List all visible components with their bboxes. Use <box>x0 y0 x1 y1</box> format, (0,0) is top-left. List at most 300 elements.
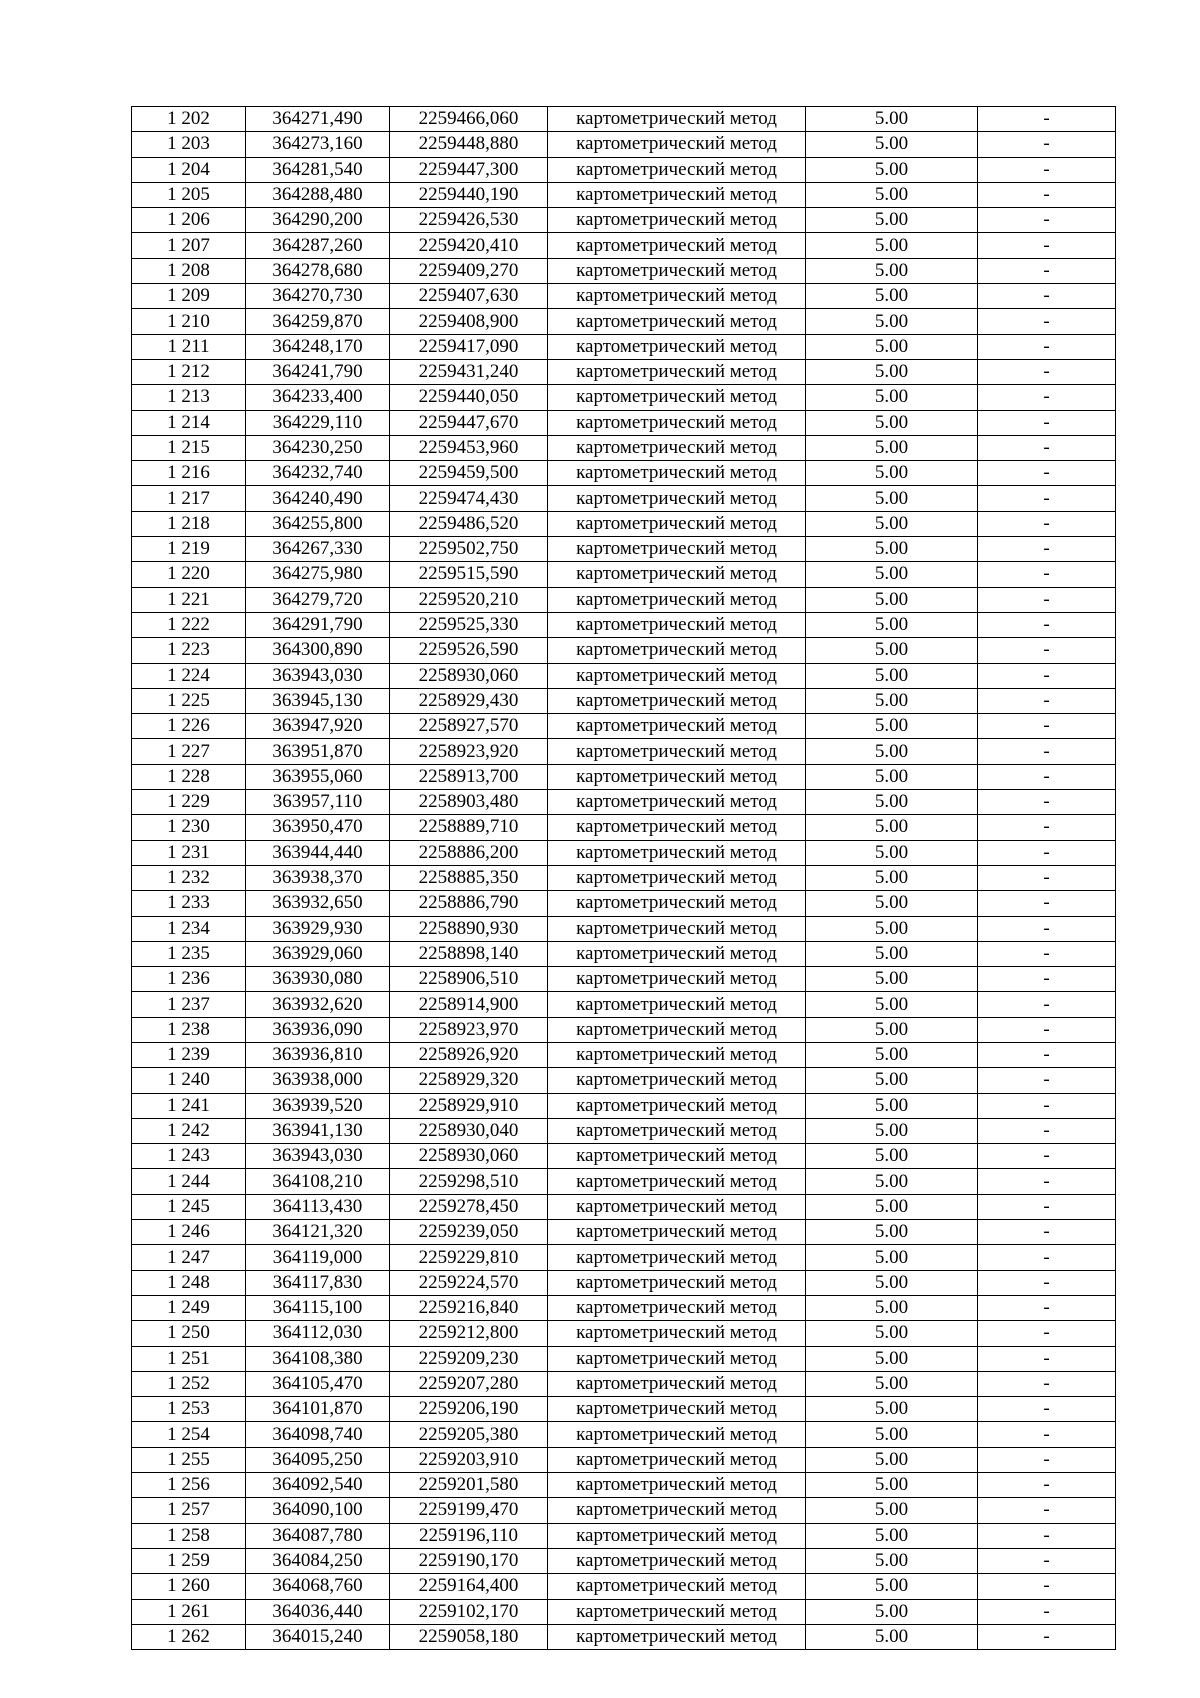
cell-note: - <box>978 1068 1116 1093</box>
cell-note: - <box>978 461 1116 486</box>
cell-coordinate-y: 2259431,240 <box>390 359 548 384</box>
cell-coordinate-y: 2258914,900 <box>390 992 548 1017</box>
cell-point-number: 1 226 <box>132 714 246 739</box>
cell-accuracy: 5.00 <box>806 410 978 435</box>
cell-accuracy: 5.00 <box>806 1397 978 1422</box>
cell-accuracy: 5.00 <box>806 1371 978 1396</box>
cell-method: картометрический метод <box>548 1042 806 1067</box>
cell-accuracy: 5.00 <box>806 840 978 865</box>
cell-note: - <box>978 790 1116 815</box>
cell-accuracy: 5.00 <box>806 157 978 182</box>
table-row <box>132 182 1116 207</box>
table-row <box>132 840 1116 865</box>
cell-point-number: 1 237 <box>132 992 246 1017</box>
cell-coordinate-x: 363936,810 <box>246 1042 390 1067</box>
cell-coordinate-x: 364267,330 <box>246 537 390 562</box>
cell-note: - <box>978 916 1116 941</box>
cell-point-number: 1 222 <box>132 612 246 637</box>
cell-coordinate-x: 364112,030 <box>246 1321 390 1346</box>
cell-point-number: 1 254 <box>132 1422 246 1447</box>
cell-point-number: 1 241 <box>132 1093 246 1118</box>
cell-accuracy: 5.00 <box>806 385 978 410</box>
cell-method: картометрический метод <box>548 1220 806 1245</box>
cell-method: картометрический метод <box>548 1473 806 1498</box>
table-row <box>132 1624 1116 1649</box>
table-row <box>132 562 1116 587</box>
table-row <box>132 941 1116 966</box>
table-row <box>132 1397 1116 1422</box>
cell-point-number: 1 235 <box>132 941 246 966</box>
cell-point-number: 1 256 <box>132 1473 246 1498</box>
cell-note: - <box>978 1017 1116 1042</box>
cell-method: картометрический метод <box>548 992 806 1017</box>
cell-coordinate-y: 2258885,350 <box>390 865 548 890</box>
cell-point-number: 1 219 <box>132 537 246 562</box>
cell-method: картометрический метод <box>548 132 806 157</box>
table-row <box>132 1118 1116 1143</box>
cell-coordinate-x: 364291,790 <box>246 612 390 637</box>
cell-method: картометрический метод <box>548 764 806 789</box>
table-row <box>132 1017 1116 1042</box>
cell-point-number: 1 249 <box>132 1295 246 1320</box>
cell-method: картометрический метод <box>548 258 806 283</box>
cell-point-number: 1 253 <box>132 1397 246 1422</box>
cell-coordinate-x: 364278,680 <box>246 258 390 283</box>
cell-method: картометрический метод <box>548 1548 806 1573</box>
cell-accuracy: 5.00 <box>806 815 978 840</box>
cell-point-number: 1 215 <box>132 435 246 460</box>
cell-point-number: 1 232 <box>132 865 246 890</box>
cell-note: - <box>978 107 1116 132</box>
cell-coordinate-x: 364300,890 <box>246 638 390 663</box>
cell-coordinate-x: 364098,740 <box>246 1422 390 1447</box>
cell-method: картометрический метод <box>548 233 806 258</box>
cell-note: - <box>978 1093 1116 1118</box>
cell-point-number: 1 231 <box>132 840 246 865</box>
cell-note: - <box>978 182 1116 207</box>
cell-accuracy: 5.00 <box>806 1548 978 1573</box>
cell-accuracy: 5.00 <box>806 1473 978 1498</box>
table-row <box>132 612 1116 637</box>
cell-point-number: 1 244 <box>132 1169 246 1194</box>
cell-note: - <box>978 739 1116 764</box>
cell-accuracy: 5.00 <box>806 1498 978 1523</box>
cell-coordinate-y: 2259420,410 <box>390 233 548 258</box>
cell-method: картометрический метод <box>548 1346 806 1371</box>
cell-coordinate-y: 2259520,210 <box>390 587 548 612</box>
cell-point-number: 1 255 <box>132 1447 246 1472</box>
cell-note: - <box>978 1574 1116 1599</box>
cell-coordinate-y: 2259409,270 <box>390 258 548 283</box>
cell-point-number: 1 258 <box>132 1523 246 1548</box>
cell-coordinate-x: 363951,870 <box>246 739 390 764</box>
cell-point-number: 1 259 <box>132 1548 246 1573</box>
cell-coordinate-y: 2259058,180 <box>390 1624 548 1649</box>
table-row <box>132 1321 1116 1346</box>
cell-method: картометрический метод <box>548 486 806 511</box>
cell-coordinate-y: 2259525,330 <box>390 612 548 637</box>
cell-coordinate-y: 2259448,880 <box>390 132 548 157</box>
cell-point-number: 1 212 <box>132 359 246 384</box>
cell-coordinate-y: 2259447,670 <box>390 410 548 435</box>
cell-accuracy: 5.00 <box>806 587 978 612</box>
table-row <box>132 157 1116 182</box>
cell-note: - <box>978 1144 1116 1169</box>
table-row <box>132 764 1116 789</box>
cell-coordinate-y: 2258927,570 <box>390 714 548 739</box>
table-row <box>132 714 1116 739</box>
cell-accuracy: 5.00 <box>806 1346 978 1371</box>
cell-point-number: 1 225 <box>132 688 246 713</box>
cell-coordinate-x: 364273,160 <box>246 132 390 157</box>
cell-coordinate-y: 2259426,530 <box>390 208 548 233</box>
cell-accuracy: 5.00 <box>806 1523 978 1548</box>
cell-coordinate-x: 364113,430 <box>246 1194 390 1219</box>
cell-accuracy: 5.00 <box>806 1068 978 1093</box>
cell-coordinate-x: 364233,400 <box>246 385 390 410</box>
cell-note: - <box>978 663 1116 688</box>
table-row <box>132 1498 1116 1523</box>
cell-method: картометрический метод <box>548 967 806 992</box>
cell-accuracy: 5.00 <box>806 1321 978 1346</box>
cell-coordinate-x: 364255,800 <box>246 511 390 536</box>
cell-accuracy: 5.00 <box>806 208 978 233</box>
cell-accuracy: 5.00 <box>806 284 978 309</box>
cell-method: картометрический метод <box>548 208 806 233</box>
cell-coordinate-x: 364108,210 <box>246 1169 390 1194</box>
cell-point-number: 1 238 <box>132 1017 246 1042</box>
cell-coordinate-y: 2259203,910 <box>390 1447 548 1472</box>
table-row <box>132 663 1116 688</box>
cell-note: - <box>978 1220 1116 1245</box>
table-row <box>132 916 1116 941</box>
cell-method: картометрический метод <box>548 1624 806 1649</box>
cell-coordinate-x: 363941,130 <box>246 1118 390 1143</box>
cell-note: - <box>978 1321 1116 1346</box>
cell-note: - <box>978 435 1116 460</box>
table-row <box>132 309 1116 334</box>
cell-coordinate-x: 363932,620 <box>246 992 390 1017</box>
cell-coordinate-y: 2259212,800 <box>390 1321 548 1346</box>
cell-coordinate-y: 2259196,110 <box>390 1523 548 1548</box>
table-row <box>132 1169 1116 1194</box>
cell-point-number: 1 221 <box>132 587 246 612</box>
table-row <box>132 1422 1116 1447</box>
cell-coordinate-y: 2258930,060 <box>390 1144 548 1169</box>
cell-coordinate-x: 364287,260 <box>246 233 390 258</box>
cell-coordinate-y: 2259298,510 <box>390 1169 548 1194</box>
cell-note: - <box>978 1245 1116 1270</box>
cell-accuracy: 5.00 <box>806 790 978 815</box>
cell-point-number: 1 211 <box>132 334 246 359</box>
cell-note: - <box>978 1169 1116 1194</box>
table-row <box>132 1245 1116 1270</box>
cell-accuracy: 5.00 <box>806 435 978 460</box>
table-row <box>132 1523 1116 1548</box>
table-row <box>132 410 1116 435</box>
cell-accuracy: 5.00 <box>806 764 978 789</box>
cell-method: картометрический метод <box>548 916 806 941</box>
table-row <box>132 511 1116 536</box>
cell-method: картометрический метод <box>548 663 806 688</box>
cell-point-number: 1 257 <box>132 1498 246 1523</box>
cell-note: - <box>978 891 1116 916</box>
cell-note: - <box>978 1194 1116 1219</box>
cell-accuracy: 5.00 <box>806 233 978 258</box>
cell-accuracy: 5.00 <box>806 865 978 890</box>
cell-accuracy: 5.00 <box>806 638 978 663</box>
cell-note: - <box>978 132 1116 157</box>
cell-point-number: 1 202 <box>132 107 246 132</box>
table-row <box>132 1068 1116 1093</box>
cell-note: - <box>978 359 1116 384</box>
cell-accuracy: 5.00 <box>806 1017 978 1042</box>
cell-coordinate-y: 2258923,970 <box>390 1017 548 1042</box>
cell-method: картометрический метод <box>548 309 806 334</box>
table-row <box>132 537 1116 562</box>
cell-coordinate-y: 2259440,190 <box>390 182 548 207</box>
cell-coordinate-y: 2258889,710 <box>390 815 548 840</box>
cell-coordinate-x: 363938,000 <box>246 1068 390 1093</box>
cell-point-number: 1 252 <box>132 1371 246 1396</box>
cell-coordinate-x: 363932,650 <box>246 891 390 916</box>
cell-coordinate-y: 2259102,170 <box>390 1599 548 1624</box>
cell-accuracy: 5.00 <box>806 1042 978 1067</box>
cell-coordinate-y: 2259199,470 <box>390 1498 548 1523</box>
cell-note: - <box>978 1371 1116 1396</box>
cell-point-number: 1 242 <box>132 1118 246 1143</box>
cell-accuracy: 5.00 <box>806 663 978 688</box>
cell-coordinate-y: 2259190,170 <box>390 1548 548 1573</box>
cell-coordinate-x: 363938,370 <box>246 865 390 890</box>
cell-method: картометрический метод <box>548 739 806 764</box>
cell-method: картометрический метод <box>548 840 806 865</box>
table-row <box>132 688 1116 713</box>
cell-method: картометрический метод <box>548 511 806 536</box>
cell-coordinate-x: 364288,480 <box>246 182 390 207</box>
cell-coordinate-y: 2259526,590 <box>390 638 548 663</box>
cell-method: картометрический метод <box>548 1144 806 1169</box>
cell-method: картометрический метод <box>548 182 806 207</box>
cell-point-number: 1 239 <box>132 1042 246 1067</box>
cell-accuracy: 5.00 <box>806 1295 978 1320</box>
cell-coordinate-x: 364101,870 <box>246 1397 390 1422</box>
cell-method: картометрический метод <box>548 1093 806 1118</box>
cell-coordinate-y: 2259209,230 <box>390 1346 548 1371</box>
cell-point-number: 1 220 <box>132 562 246 587</box>
cell-point-number: 1 229 <box>132 790 246 815</box>
cell-point-number: 1 204 <box>132 157 246 182</box>
cell-coordinate-y: 2259278,450 <box>390 1194 548 1219</box>
cell-point-number: 1 218 <box>132 511 246 536</box>
table-row <box>132 208 1116 233</box>
cell-note: - <box>978 309 1116 334</box>
cell-coordinate-y: 2258929,430 <box>390 688 548 713</box>
cell-accuracy: 5.00 <box>806 916 978 941</box>
cell-accuracy: 5.00 <box>806 1574 978 1599</box>
cell-method: картометрический метод <box>548 1295 806 1320</box>
cell-coordinate-y: 2259486,520 <box>390 511 548 536</box>
cell-accuracy: 5.00 <box>806 486 978 511</box>
cell-point-number: 1 245 <box>132 1194 246 1219</box>
cell-coordinate-x: 364279,720 <box>246 587 390 612</box>
cell-point-number: 1 236 <box>132 967 246 992</box>
cell-point-number: 1 206 <box>132 208 246 233</box>
cell-coordinate-x: 363929,060 <box>246 941 390 966</box>
table-row <box>132 233 1116 258</box>
cell-method: картометрический метод <box>548 157 806 182</box>
cell-note: - <box>978 1548 1116 1573</box>
cell-method: картометрический метод <box>548 714 806 739</box>
cell-accuracy: 5.00 <box>806 967 978 992</box>
cell-coordinate-x: 364115,100 <box>246 1295 390 1320</box>
table-row <box>132 1194 1116 1219</box>
cell-note: - <box>978 511 1116 536</box>
cell-point-number: 1 227 <box>132 739 246 764</box>
cell-point-number: 1 248 <box>132 1270 246 1295</box>
cell-point-number: 1 210 <box>132 309 246 334</box>
cell-accuracy: 5.00 <box>806 258 978 283</box>
cell-coordinate-y: 2258906,510 <box>390 967 548 992</box>
cell-coordinate-y: 2259207,280 <box>390 1371 548 1396</box>
table-row <box>132 107 1116 132</box>
cell-coordinate-x: 364121,320 <box>246 1220 390 1245</box>
cell-note: - <box>978 1498 1116 1523</box>
table-row <box>132 461 1116 486</box>
cell-method: картометрический метод <box>548 1447 806 1472</box>
table-row <box>132 486 1116 511</box>
table-row <box>132 1599 1116 1624</box>
cell-accuracy: 5.00 <box>806 309 978 334</box>
cell-coordinate-x: 364271,490 <box>246 107 390 132</box>
cell-coordinate-y: 2259201,580 <box>390 1473 548 1498</box>
table-row <box>132 132 1116 157</box>
table-row <box>132 334 1116 359</box>
cell-note: - <box>978 1624 1116 1649</box>
cell-note: - <box>978 840 1116 865</box>
cell-coordinate-y: 2259447,300 <box>390 157 548 182</box>
cell-accuracy: 5.00 <box>806 891 978 916</box>
cell-accuracy: 5.00 <box>806 941 978 966</box>
cell-coordinate-x: 364230,250 <box>246 435 390 460</box>
cell-coordinate-x: 364117,830 <box>246 1270 390 1295</box>
table-row <box>132 258 1116 283</box>
cell-coordinate-y: 2259224,570 <box>390 1270 548 1295</box>
cell-point-number: 1 247 <box>132 1245 246 1270</box>
table-row <box>132 790 1116 815</box>
cell-coordinate-x: 364270,730 <box>246 284 390 309</box>
cell-method: картометрический метод <box>548 638 806 663</box>
table-row <box>132 865 1116 890</box>
cell-method: картометрический метод <box>548 537 806 562</box>
cell-method: картометрический метод <box>548 1397 806 1422</box>
table-row <box>132 1346 1116 1371</box>
cell-method: картометрический метод <box>548 461 806 486</box>
cell-point-number: 1 234 <box>132 916 246 941</box>
cell-accuracy: 5.00 <box>806 739 978 764</box>
cell-point-number: 1 262 <box>132 1624 246 1649</box>
cell-accuracy: 5.00 <box>806 1220 978 1245</box>
cell-method: картометрический метод <box>548 815 806 840</box>
cell-coordinate-x: 364036,440 <box>246 1599 390 1624</box>
cell-note: - <box>978 1447 1116 1472</box>
cell-method: картометрический метод <box>548 1194 806 1219</box>
coordinates-table <box>131 106 1116 1650</box>
cell-accuracy: 5.00 <box>806 537 978 562</box>
cell-coordinate-x: 364275,980 <box>246 562 390 587</box>
cell-coordinate-x: 364095,250 <box>246 1447 390 1472</box>
cell-point-number: 1 224 <box>132 663 246 688</box>
cell-coordinate-x: 363939,520 <box>246 1093 390 1118</box>
cell-accuracy: 5.00 <box>806 1447 978 1472</box>
cell-note: - <box>978 638 1116 663</box>
cell-coordinate-x: 364290,200 <box>246 208 390 233</box>
cell-coordinate-x: 364281,540 <box>246 157 390 182</box>
cell-coordinate-x: 363955,060 <box>246 764 390 789</box>
cell-coordinate-y: 2258930,060 <box>390 663 548 688</box>
cell-accuracy: 5.00 <box>806 612 978 637</box>
cell-coordinate-y: 2259474,430 <box>390 486 548 511</box>
cell-method: картометрический метод <box>548 1118 806 1143</box>
table-row <box>132 1270 1116 1295</box>
cell-coordinate-x: 364241,790 <box>246 359 390 384</box>
cell-note: - <box>978 410 1116 435</box>
table-row <box>132 891 1116 916</box>
cell-coordinate-x: 363929,930 <box>246 916 390 941</box>
cell-accuracy: 5.00 <box>806 688 978 713</box>
cell-method: картометрический метод <box>548 334 806 359</box>
table-row <box>132 1144 1116 1169</box>
cell-note: - <box>978 865 1116 890</box>
cell-method: картометрический метод <box>548 1169 806 1194</box>
cell-note: - <box>978 967 1116 992</box>
cell-coordinate-x: 363950,470 <box>246 815 390 840</box>
cell-coordinate-x: 364084,250 <box>246 1548 390 1573</box>
cell-coordinate-y: 2259453,960 <box>390 435 548 460</box>
cell-coordinate-x: 364259,870 <box>246 309 390 334</box>
cell-note: - <box>978 562 1116 587</box>
cell-coordinate-x: 364229,110 <box>246 410 390 435</box>
cell-note: - <box>978 1118 1116 1143</box>
table-row <box>132 992 1116 1017</box>
cell-method: картометрический метод <box>548 790 806 815</box>
cell-accuracy: 5.00 <box>806 182 978 207</box>
cell-coordinate-y: 2258886,790 <box>390 891 548 916</box>
table-row <box>132 1473 1116 1498</box>
cell-accuracy: 5.00 <box>806 992 978 1017</box>
table-row <box>132 1220 1116 1245</box>
cell-point-number: 1 251 <box>132 1346 246 1371</box>
cell-method: картометрический метод <box>548 1599 806 1624</box>
cell-point-number: 1 233 <box>132 891 246 916</box>
table-row <box>132 359 1116 384</box>
cell-note: - <box>978 1270 1116 1295</box>
cell-method: картометрический метод <box>548 941 806 966</box>
cell-method: картометрический метод <box>548 410 806 435</box>
cell-coordinate-x: 363943,030 <box>246 663 390 688</box>
cell-point-number: 1 213 <box>132 385 246 410</box>
cell-accuracy: 5.00 <box>806 1169 978 1194</box>
cell-method: картометрический метод <box>548 284 806 309</box>
cell-method: картометрический метод <box>548 107 806 132</box>
cell-accuracy: 5.00 <box>806 1270 978 1295</box>
cell-point-number: 1 228 <box>132 764 246 789</box>
cell-accuracy: 5.00 <box>806 359 978 384</box>
cell-point-number: 1 217 <box>132 486 246 511</box>
cell-coordinate-y: 2259515,590 <box>390 562 548 587</box>
cell-accuracy: 5.00 <box>806 461 978 486</box>
cell-coordinate-x: 364068,760 <box>246 1574 390 1599</box>
